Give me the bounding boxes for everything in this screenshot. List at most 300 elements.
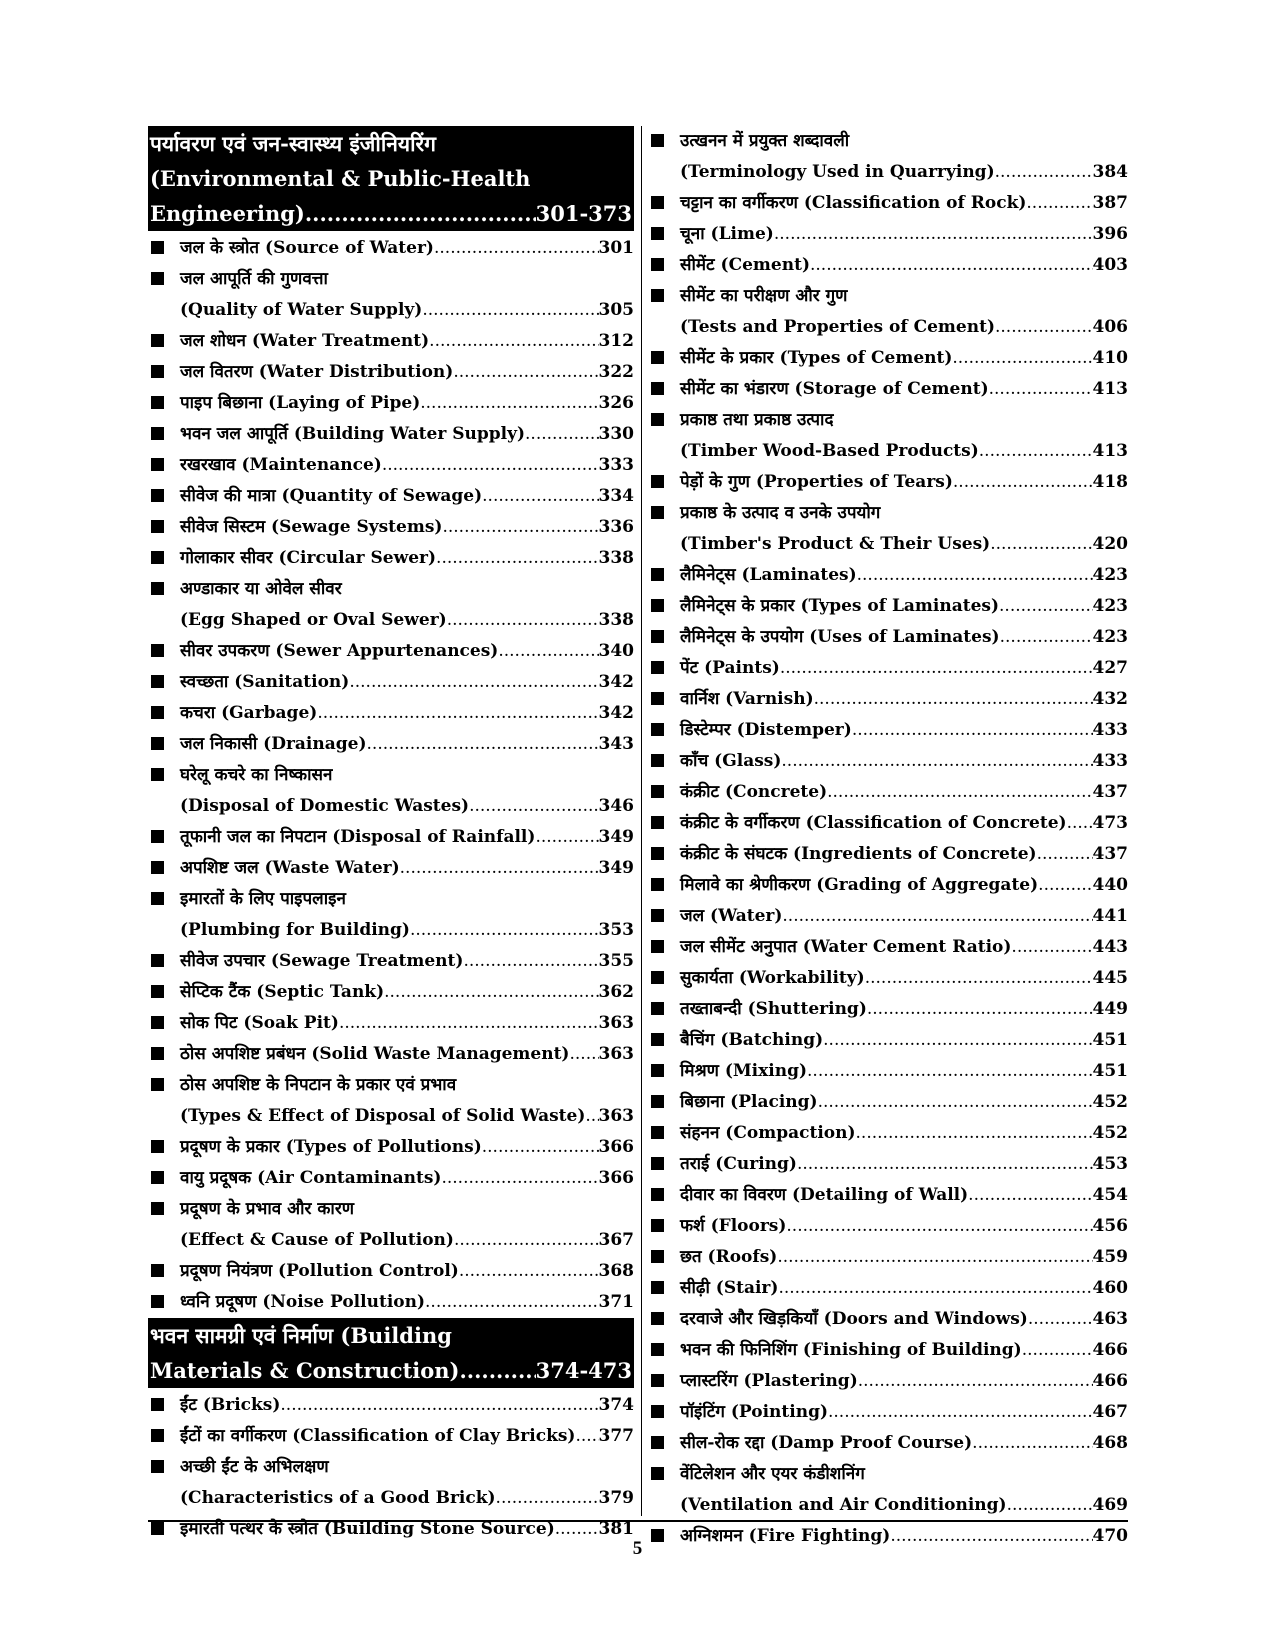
bullet-square-icon [651, 568, 664, 581]
toc-entry-line [680, 622, 1128, 653]
toc-entry-text: छत (Roofs) [680, 1247, 778, 1267]
toc-entry [648, 1366, 1128, 1397]
toc-entry-line [680, 746, 1128, 777]
toc-entry-line [680, 777, 1128, 808]
toc-page-number: 473 [1092, 813, 1128, 833]
section-header-line [148, 1353, 634, 1388]
dot-leader [952, 343, 1092, 374]
bullet-square-icon [651, 351, 664, 364]
toc-page-number: 432 [1092, 689, 1128, 709]
toc-entry-text: सोक पिट (Soak Pit) [180, 1013, 339, 1033]
toc-entry [148, 450, 634, 481]
toc-entry [148, 698, 634, 729]
toc-entry-text: (Plumbing for Building) [180, 920, 410, 940]
toc-entry-line [180, 1132, 634, 1163]
toc-page-number: 423 [1092, 596, 1128, 616]
toc-entry-text: (Quality of Water Supply) [180, 300, 423, 320]
bullet-square-icon [151, 1078, 164, 1091]
toc-entry-text: (Disposal of Domestic Wastes) [180, 796, 470, 816]
toc-entry-text: कंक्रीट के वर्गीकरण (Classification of Concrete) [680, 813, 1067, 833]
toc-page [148, 126, 1128, 1546]
toc-page-number: 366 [598, 1168, 634, 1188]
bullet-square-icon [151, 458, 164, 471]
bullet-square-icon [651, 1250, 664, 1263]
toc-entry [148, 1421, 634, 1452]
toc-entry-text: जल वितरण (Water Distribution) [180, 362, 454, 382]
toc-entry-line [680, 312, 1128, 343]
toc-page-number: 410 [1092, 348, 1128, 368]
toc-entry-line [180, 822, 634, 853]
toc-entry-line [180, 1483, 634, 1514]
toc-entry-line [680, 963, 1128, 994]
toc-page-number: 423 [1092, 565, 1128, 585]
toc-page-number: 363 [598, 1106, 634, 1126]
toc-entry [648, 653, 1128, 684]
toc-entry-text: (Effect & Cause of Pollution) [180, 1230, 454, 1250]
toc-entry-text: ध्वनि प्रदूषण (Noise Pollution) [180, 1292, 426, 1312]
toc-page-number: 468 [1092, 1433, 1128, 1453]
bullet-square-icon [651, 506, 664, 519]
toc-page-number: 333 [598, 455, 634, 475]
dot-leader [797, 1149, 1093, 1180]
toc-entry-line [180, 388, 634, 419]
page-number: 5 [632, 1538, 643, 1559]
toc-page-number: 423 [1092, 627, 1128, 647]
toc-page-number: 343 [598, 734, 634, 754]
toc-entry [148, 512, 634, 543]
toc-entry-line [180, 233, 634, 264]
toc-entry-text: लैमिनेट्स के प्रकार (Types of Laminates) [680, 596, 1000, 616]
toc-entry-text: सीमेंट के प्रकार (Types of Cement) [680, 348, 953, 368]
toc-page-number: 454 [1092, 1185, 1128, 1205]
dot-leader [814, 684, 1093, 715]
toc-page-number: 469 [1092, 1495, 1128, 1515]
toc-entry-text: सीमेंट (Cement) [680, 255, 810, 275]
toc-entry [648, 901, 1128, 932]
dot-leader [1037, 839, 1093, 870]
toc-page-number: 312 [598, 331, 634, 351]
toc-entry-text: सीवर उपकरण (Sewer Appurtenances) [180, 641, 499, 661]
toc-entry-text: प्रदूषण नियंत्रण (Pollution Control) [180, 1261, 459, 1281]
toc-entry-text: लैमिनेट्स के उपयोग (Uses of Laminates) [680, 627, 1000, 647]
toc-entry [148, 1070, 634, 1132]
toc-entry-line [180, 419, 634, 450]
toc-entry-text: कंक्रीट के संघटक (Ingredients of Concrete) [680, 844, 1037, 864]
bullet-square-icon [151, 1047, 164, 1060]
toc-entry-line [180, 636, 634, 667]
toc-entry [648, 591, 1128, 622]
bottom-rule [148, 1520, 1128, 1522]
toc-entry-text: जल (Water) [680, 906, 783, 926]
toc-entry-text: सीवेज उपचार (Sewage Treatment) [180, 951, 464, 971]
bullet-square-icon [151, 489, 164, 502]
toc-entry [648, 1087, 1128, 1118]
bullet-square-icon [651, 1126, 664, 1139]
dot-leader [425, 1287, 598, 1318]
toc-entry [648, 1242, 1128, 1273]
bullet-square-icon [651, 1405, 664, 1418]
toc-entry-text: अच्छी ईंट के अभिलक्षण [180, 1457, 329, 1477]
toc-entry-text: सील-रोक रद्दा (Damp Proof Course) [680, 1433, 973, 1453]
toc-page-number: 441 [1092, 906, 1128, 926]
toc-entry-text: सीमेंट का भंडारण (Storage of Cement) [680, 379, 989, 399]
toc-entry-line [680, 219, 1128, 250]
dot-leader [441, 1163, 598, 1194]
toc-entry-text: पाइप बिछाना (Laying of Pipe) [180, 393, 421, 413]
toc-entry-text: (Egg Shaped or Oval Sewer) [180, 610, 447, 630]
toc-entry-text: घरेलू कचरे का निष्कासन [180, 765, 333, 785]
toc-page-number: 459 [1092, 1247, 1128, 1267]
toc-entry-line [680, 994, 1128, 1025]
toc-entry [648, 1459, 1128, 1521]
toc-entry [648, 1397, 1128, 1428]
toc-entry [148, 1452, 634, 1514]
dot-leader [774, 219, 1093, 250]
toc-entry [648, 1211, 1128, 1242]
dot-leader [953, 467, 1093, 498]
bullet-square-icon [651, 630, 664, 643]
toc-entry-text: लैमिनेट्स (Laminates) [680, 565, 857, 585]
toc-entry-line [680, 1149, 1128, 1180]
toc-page-number: 349 [598, 858, 634, 878]
toc-entry [648, 777, 1128, 808]
section-header-text: Engineering) [150, 201, 305, 226]
section-header-text: Materials & Construction) [150, 1358, 460, 1383]
bullet-square-icon [151, 706, 164, 719]
toc-page-number: 353 [598, 920, 634, 940]
toc-entry [648, 498, 1128, 560]
toc-entry-text: जल शोधन (Water Treatment) [180, 331, 430, 351]
toc-entry [148, 357, 634, 388]
toc-entry-text: चूना (Lime) [680, 224, 774, 244]
section-header-line [148, 126, 634, 161]
toc-entry-text: सीमेंट का परीक्षण और गुण [680, 286, 848, 306]
toc-entry-line [680, 250, 1128, 281]
toc-page-number: 456 [1092, 1216, 1128, 1236]
section-page-range: 374-473 [535, 1358, 632, 1383]
bullet-square-icon [651, 816, 664, 829]
toc-entry-text: ठोस अपशिष्ट के निपटान के प्रकार एवं प्रभाव [180, 1075, 457, 1095]
bullet-square-icon [651, 599, 664, 612]
toc-page-number: 322 [598, 362, 634, 382]
toc-entry [148, 388, 634, 419]
toc-entry-text: ठोस अपशिष्ट प्रबंधन (Solid Waste Management) [180, 1044, 570, 1064]
dot-leader [865, 963, 1093, 994]
toc-entry-line [180, 1008, 634, 1039]
toc-entry [648, 870, 1128, 901]
bullet-square-icon [151, 272, 164, 285]
bullet-square-icon [651, 1002, 664, 1015]
dot-leader [827, 777, 1092, 808]
bullet-square-icon [651, 1343, 664, 1356]
dot-leader [422, 295, 598, 326]
toc-entry-text: सुकार्यता (Workability) [680, 968, 865, 988]
dot-leader [305, 196, 536, 231]
toc-entry [648, 343, 1128, 374]
toc-page-number: 346 [598, 796, 634, 816]
dot-leader [317, 698, 598, 729]
toc-entry [648, 1304, 1128, 1335]
toc-entry [648, 1149, 1128, 1180]
toc-entry-text: इमारती पत्थर के स्त्रोत (Building Stone Source) [180, 1519, 555, 1539]
toc-entry [648, 405, 1128, 467]
bullet-square-icon [651, 847, 664, 860]
dot-leader [1028, 1304, 1093, 1335]
toc-entry-line [680, 343, 1128, 374]
toc-entry [648, 1428, 1128, 1459]
toc-entry-text: वायु प्रदूषक (Air Contaminants) [180, 1168, 442, 1188]
toc-entry-text: इमारतों के लिए पाइपलाइन [180, 889, 346, 909]
bullet-square-icon [151, 520, 164, 533]
toc-entry-text: प्रकाष्ठ तथा प्रकाष्ठ उत्पाद [680, 410, 834, 430]
dot-leader [280, 1390, 598, 1421]
toc-page-number: 349 [598, 827, 634, 847]
toc-entry-line [680, 1366, 1128, 1397]
toc-page-number: 355 [598, 951, 634, 971]
bullet-square-icon [151, 582, 164, 595]
section-header-line [148, 196, 634, 231]
toc-entry-line [680, 870, 1128, 901]
toc-entry-text: मिश्रण (Mixing) [680, 1061, 808, 1081]
toc-entry-text: बिछाना (Placing) [680, 1092, 818, 1112]
dot-leader [856, 1118, 1093, 1149]
toc-entry [148, 667, 634, 698]
toc-entry-text: तराई (Curing) [680, 1154, 797, 1174]
bullet-square-icon [651, 134, 664, 147]
toc-entry [148, 1039, 634, 1070]
toc-entry-line [680, 1180, 1128, 1211]
dot-leader [585, 1101, 598, 1132]
toc-entry [148, 729, 634, 760]
toc-entry-text: जल के स्त्रोत (Source of Water) [180, 238, 434, 258]
dot-leader [807, 1056, 1092, 1087]
toc-entry-line [680, 1025, 1128, 1056]
bullet-square-icon [651, 475, 664, 488]
dot-leader [453, 357, 598, 388]
toc-entry [148, 1287, 634, 1318]
toc-entry-text: बैचिंग (Batching) [680, 1030, 824, 1050]
bullet-square-icon [151, 954, 164, 967]
dot-leader [1038, 870, 1092, 901]
toc-page-number: 379 [598, 1488, 634, 1508]
toc-entry [648, 188, 1128, 219]
toc-entry-line [180, 884, 634, 915]
toc-entry-text: अपशिष्ट जल (Waste Water) [180, 858, 400, 878]
section-header-text: भवन सामग्री एवं निर्माण (Building [150, 1323, 452, 1348]
toc-page-number: 342 [598, 672, 634, 692]
toc-entry-text: दीवार का विवरण (Detailing of Wall) [680, 1185, 969, 1205]
toc-page-number: 330 [598, 424, 634, 444]
toc-entry-line [180, 1287, 634, 1318]
toc-entry-text: भवन जल आपूर्ति (Building Water Supply) [180, 424, 526, 444]
toc-entry-line [680, 839, 1128, 870]
dot-leader [818, 1087, 1093, 1118]
bullet-square-icon [651, 1188, 664, 1201]
toc-entry-text: मिलावे का श्रेणीकरण (Grading of Aggregate) [680, 875, 1039, 895]
toc-entry [648, 1025, 1128, 1056]
toc-entry [648, 467, 1128, 498]
section-header-text: पर्यावरण एवं जन-स्वास्थ्य इंजीनियरिंग [150, 131, 436, 156]
toc-right-column [648, 126, 1128, 1552]
dot-leader [995, 157, 1093, 188]
dot-leader [535, 822, 598, 853]
toc-entry [648, 622, 1128, 653]
dot-leader [459, 1256, 599, 1287]
dot-leader [384, 977, 598, 1008]
toc-entry-line [180, 853, 634, 884]
toc-entry-line [680, 405, 1128, 436]
toc-page-number: 406 [1092, 317, 1128, 337]
dot-leader [382, 450, 599, 481]
section-header [148, 126, 634, 231]
toc-page-number: 387 [1092, 193, 1128, 213]
toc-entry-line [180, 1070, 634, 1101]
toc-entry-text: उत्खनन में प्रयुक्त शब्दावली [680, 131, 850, 151]
dot-leader [575, 1421, 598, 1452]
bullet-square-icon [651, 1281, 664, 1294]
bullet-square-icon [651, 196, 664, 209]
bullet-square-icon [151, 985, 164, 998]
dot-leader [781, 746, 1092, 777]
toc-page-number: 433 [1092, 751, 1128, 771]
toc-entry [648, 1056, 1128, 1087]
bullet-square-icon [651, 1374, 664, 1387]
toc-entry-text: प्रदूषण के प्रकार (Types of Pollutions) [180, 1137, 482, 1157]
bullet-square-icon [151, 830, 164, 843]
toc-entry-line [680, 467, 1128, 498]
toc-entry [148, 946, 634, 977]
toc-entry [148, 636, 634, 667]
toc-page-number: 463 [1092, 1309, 1128, 1329]
toc-entry-text: प्रदूषण के प्रभाव और कारण [180, 1199, 355, 1219]
bullet-square-icon [651, 692, 664, 705]
toc-entry-line [180, 1256, 634, 1287]
toc-entry-line [180, 1163, 634, 1194]
bullet-square-icon [651, 785, 664, 798]
toc-entry-text: दरवाजे और खिड़कियाँ (Doors and Windows) [680, 1309, 1028, 1329]
bullet-square-icon [151, 892, 164, 905]
toc-entry-line [680, 1087, 1128, 1118]
toc-entry-line [180, 729, 634, 760]
toc-entry-line [180, 791, 634, 822]
toc-page-number: 384 [1092, 162, 1128, 182]
toc-entry-line [180, 946, 634, 977]
toc-entry-line [180, 1390, 634, 1421]
bullet-square-icon [651, 258, 664, 271]
toc-page-number: 418 [1092, 472, 1128, 492]
bullet-square-icon [651, 289, 664, 302]
toc-page-number: 403 [1092, 255, 1128, 275]
dot-leader [1007, 1490, 1093, 1521]
toc-entry-line [180, 1225, 634, 1256]
toc-entry-line [680, 715, 1128, 746]
toc-entry [648, 1335, 1128, 1366]
toc-page-number: 453 [1092, 1154, 1128, 1174]
toc-entry-line [180, 605, 634, 636]
toc-page-number: 342 [598, 703, 634, 723]
toc-entry-line [180, 977, 634, 1008]
toc-page-number: 305 [598, 300, 634, 320]
toc-page-number: 362 [598, 982, 634, 1002]
dot-leader [858, 1366, 1093, 1397]
toc-page-number: 413 [1092, 379, 1128, 399]
toc-entry-line [180, 326, 634, 357]
dot-leader [339, 1008, 599, 1039]
toc-entry-line [180, 264, 634, 295]
section-page-range: 301-373 [535, 201, 632, 226]
dot-leader [498, 636, 598, 667]
bullet-square-icon [151, 768, 164, 781]
toc-page-number: 338 [598, 610, 634, 630]
toc-page-number: 413 [1092, 441, 1128, 461]
bullet-square-icon [151, 1429, 164, 1442]
toc-entry-text: भवन की फिनिशिंग (Finishing of Building) [680, 1340, 1022, 1360]
toc-entry-text: पेड़ों के गुण (Properties of Tears) [680, 472, 953, 492]
toc-entry-text: कंक्रीट (Concrete) [680, 782, 828, 802]
bullet-square-icon [151, 1295, 164, 1308]
dot-leader [482, 481, 598, 512]
toc-entry-line [680, 281, 1128, 312]
dot-leader [782, 901, 1092, 932]
toc-entry-text: वेंटिलेशन और एयर कंडीशनिंग [680, 1464, 865, 1484]
toc-page-number: 338 [598, 548, 634, 568]
bullet-square-icon [651, 227, 664, 240]
toc-entry-text: सीवेज सिस्टम (Sewage Systems) [180, 517, 443, 537]
toc-entry [648, 126, 1128, 188]
toc-entry [148, 1008, 634, 1039]
column-divider [641, 126, 642, 1516]
toc-entry-text: पॉइंटिंग (Pointing) [680, 1402, 828, 1422]
toc-entry [148, 481, 634, 512]
toc-entry-text: (Tests and Properties of Cement) [680, 317, 995, 337]
toc-page-number: 396 [1092, 224, 1128, 244]
bullet-square-icon [651, 723, 664, 736]
bullet-square-icon [151, 675, 164, 688]
toc-entry-text: (Characteristics of a Good Brick) [180, 1488, 496, 1508]
dot-leader [780, 653, 1093, 684]
toc-page-number: 301 [598, 238, 634, 258]
dot-leader [429, 326, 598, 357]
toc-entry-line [180, 1421, 634, 1452]
dot-leader [979, 436, 1093, 467]
dot-leader [968, 1180, 1092, 1211]
toc-entry [648, 1273, 1128, 1304]
dot-leader [1026, 188, 1092, 219]
toc-entry-line [680, 1211, 1128, 1242]
dot-leader [463, 946, 598, 977]
bullet-square-icon [651, 661, 664, 674]
toc-entry-text: सीवेज की मात्रा (Quantity of Sewage) [180, 486, 483, 506]
toc-entry-text: प्रकाष्ठ के उत्पाद व उनके उपयोग [680, 503, 881, 523]
toc-entry-text: जल सीमेंट अनुपात (Water Cement Ratio) [680, 937, 1012, 957]
toc-entry [648, 374, 1128, 405]
bullet-square-icon [151, 1171, 164, 1184]
toc-entry-line [180, 357, 634, 388]
toc-entry-text: अग्निशमन (Fire Fighting) [680, 1526, 891, 1546]
toc-entry [648, 715, 1128, 746]
bullet-square-icon [651, 878, 664, 891]
toc-entry [148, 977, 634, 1008]
toc-entry-text: स्वच्छता (Sanitation) [180, 672, 350, 692]
toc-entry-line [180, 915, 634, 946]
toc-entry-line [180, 543, 634, 574]
bullet-square-icon [651, 1033, 664, 1046]
toc-entry-text: कचरा (Garbage) [180, 703, 318, 723]
bullet-square-icon [151, 644, 164, 657]
toc-page-number: 449 [1092, 999, 1128, 1019]
dot-leader [786, 1211, 1092, 1242]
dot-leader [1011, 932, 1092, 963]
